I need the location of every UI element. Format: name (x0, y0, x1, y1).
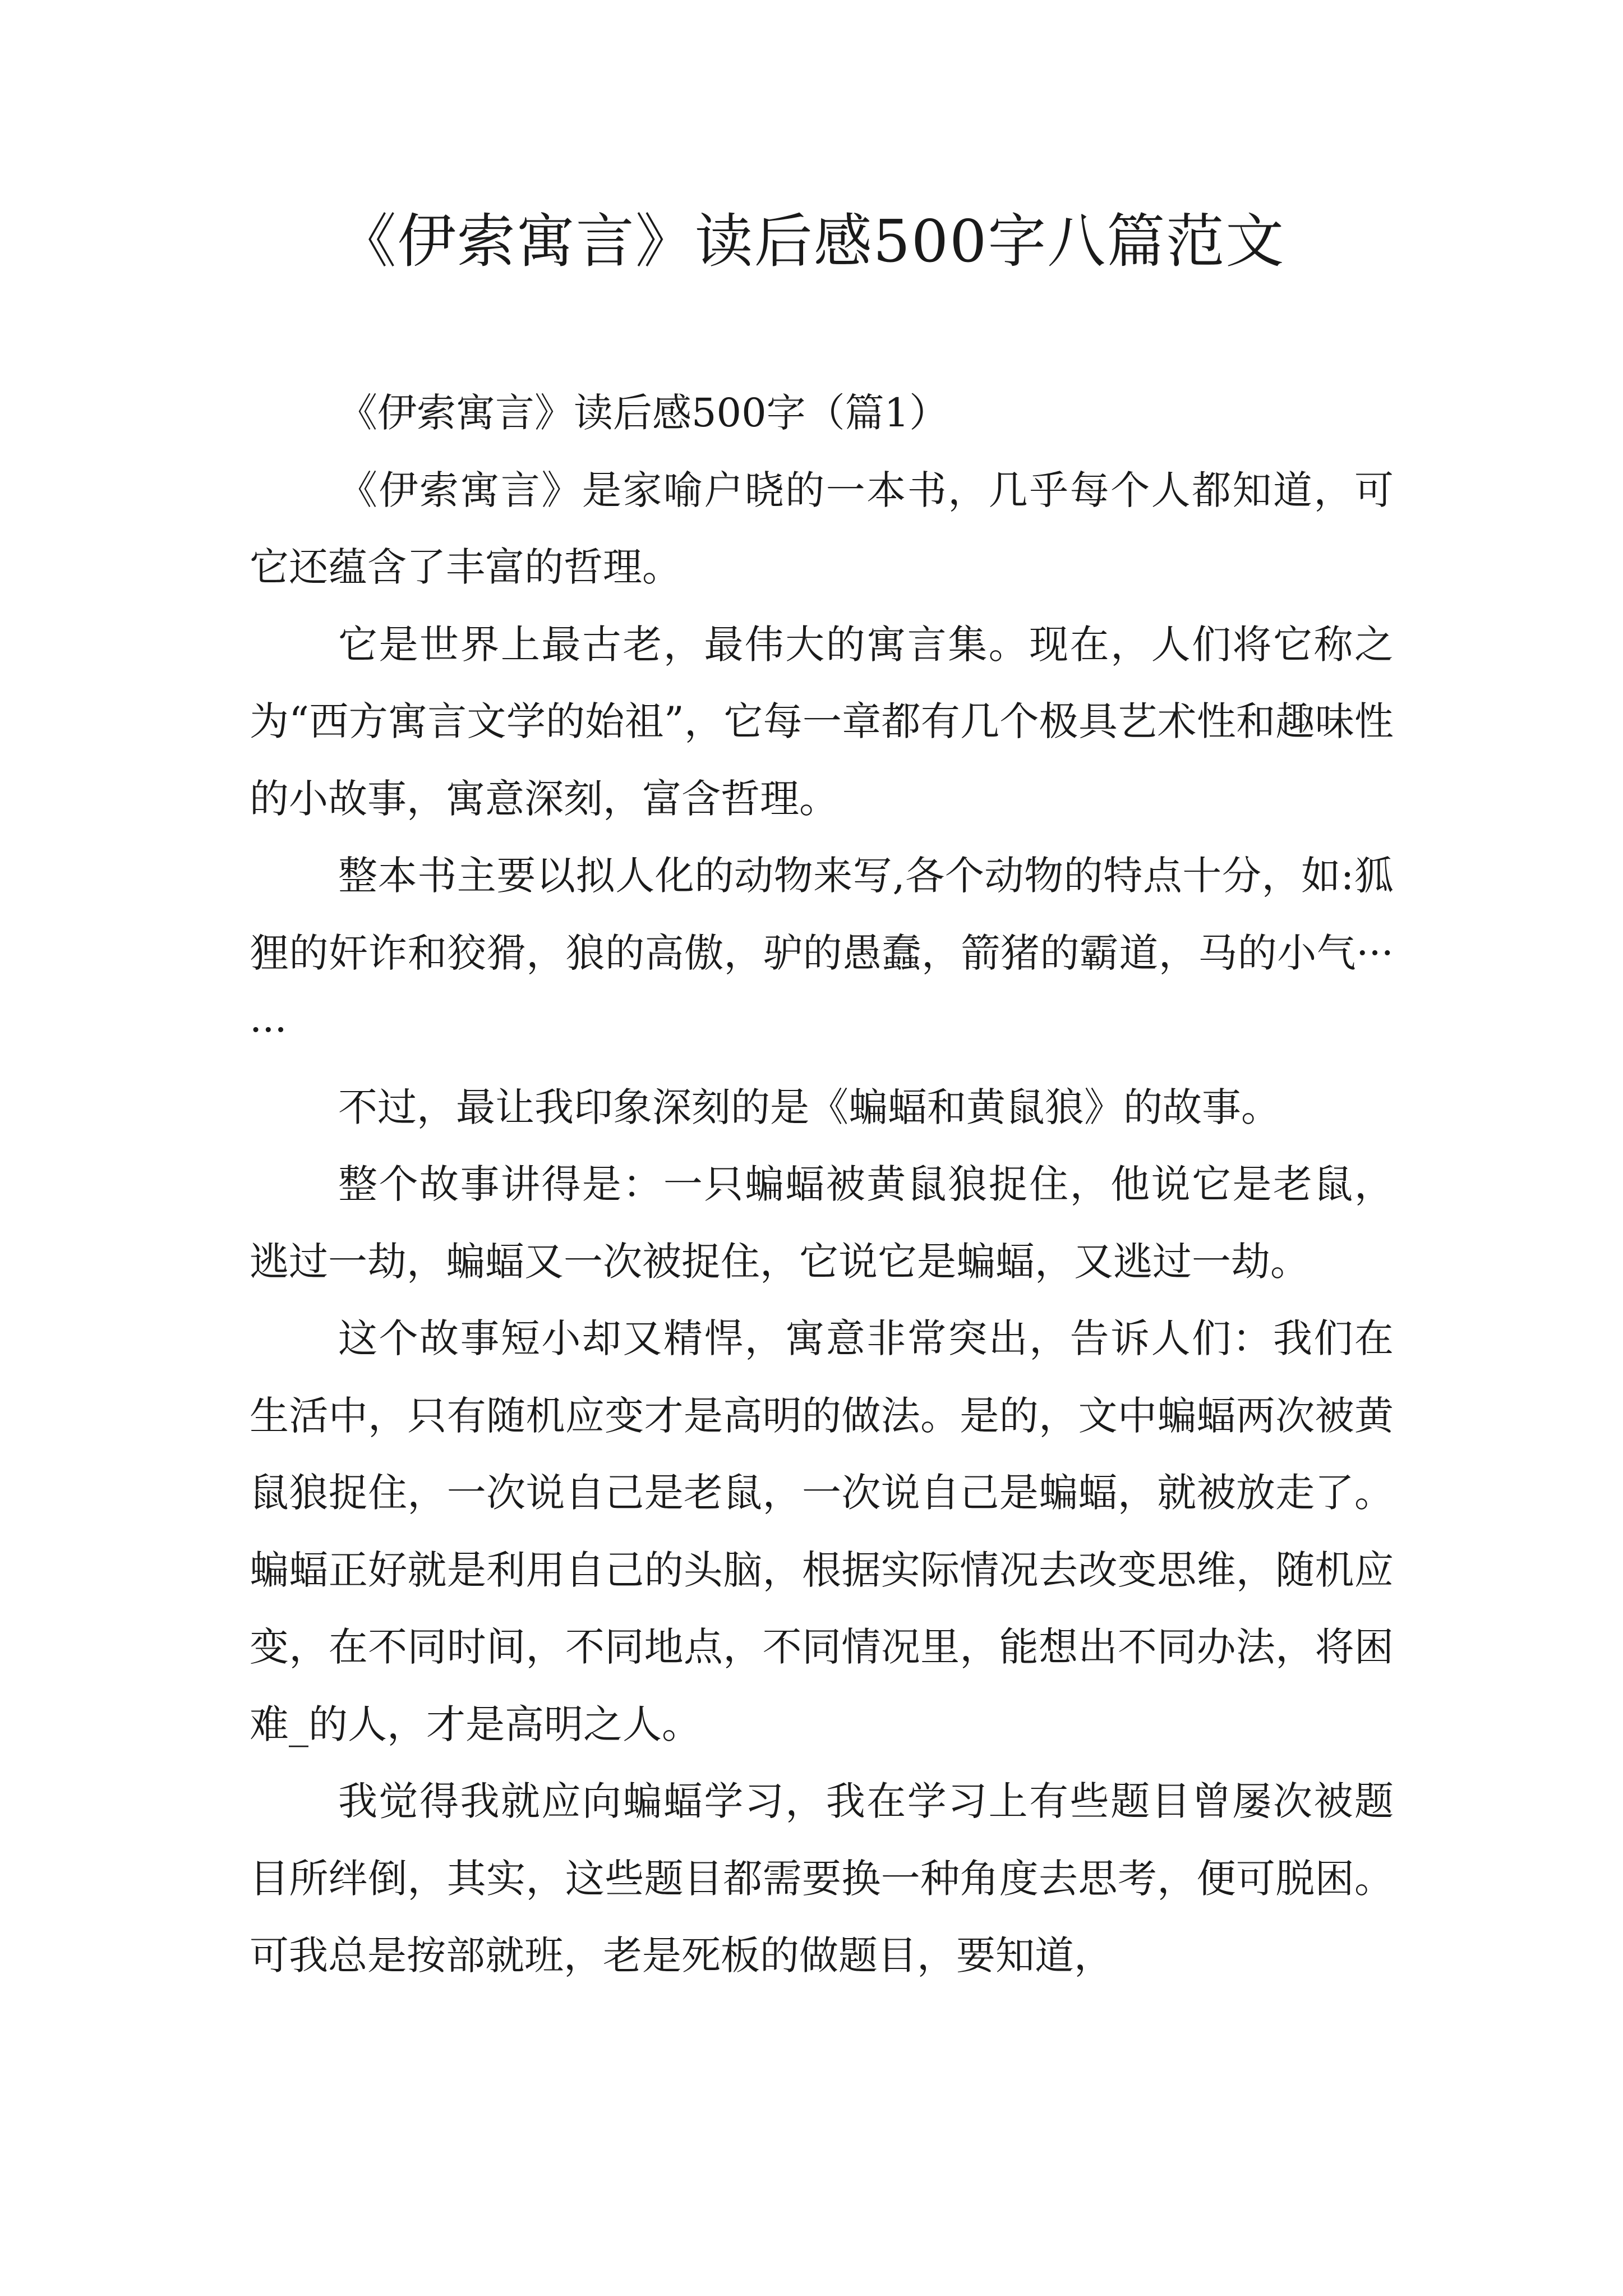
document-title: 《伊索寓言》读后感500字八篇范文 (338, 207, 1285, 275)
body-paragraph: 整本书主要以拟人化的动物来写,各个动物的特点十分，如:狐狸的奸诈和狡猾，狼的高傲，驴的愚蠢，箭猪的霸道，马的小气······ (250, 853, 1394, 1053)
section-heading: 《伊索寓言》读后感500字（篇1） (338, 390, 949, 436)
body-paragraph: 它是世界上最古老，最伟大的寓言集。现在，人们将它称之为“西方寓言文学的始祖”，它每一章都有几个极具艺术性和趣味性的小故事，寓意深刻，富含哲理。 (250, 621, 1394, 822)
body-paragraph: 《伊索寓言》是家喻户晓的一本书，几乎每个人都知道，可它还蕴含了丰富的哲理。 (250, 467, 1394, 590)
document-body (250, 375, 1394, 1995)
body-paragraph: 整个故事讲得是：一只蝙蝠被黄鼠狼捉住，他说它是老鼠，逃过一劫，蝙蝠又一次被捉住，它说它是蝙蝠，又逃过一劫。 (250, 1161, 1394, 1285)
body-paragraph: 我觉得我就应向蝙蝠学习，我在学习上有些题目曾屡次被题目所绊倒，其实，这些题目都需要换一种角度去思考，便可脱困。可我总是按部就班，老是死板的做题目，要知道， (250, 1778, 1394, 1978)
body-paragraph: 这个故事短小却又精悍，寓意非常突出，告诉人们：我们在生活中，只有随机应变才是高明的做法。是的，文中蝙蝠两次被黄鼠狼捉住，一次说自己是老鼠，一次说自己是蝙蝠，就被放走了。蝙蝠正好就是利用自己的头脑，根据实际情况去改变思维，随机应变，在不同时间，不同地点，不同情况里，能想出不同办法，将困难_的人，才是高明之人。 (250, 1315, 1394, 1747)
body-paragraph: 不过，最让我印象深刻的是《蝙蝠和黄鼠狼》的故事。 (338, 1084, 1280, 1130)
